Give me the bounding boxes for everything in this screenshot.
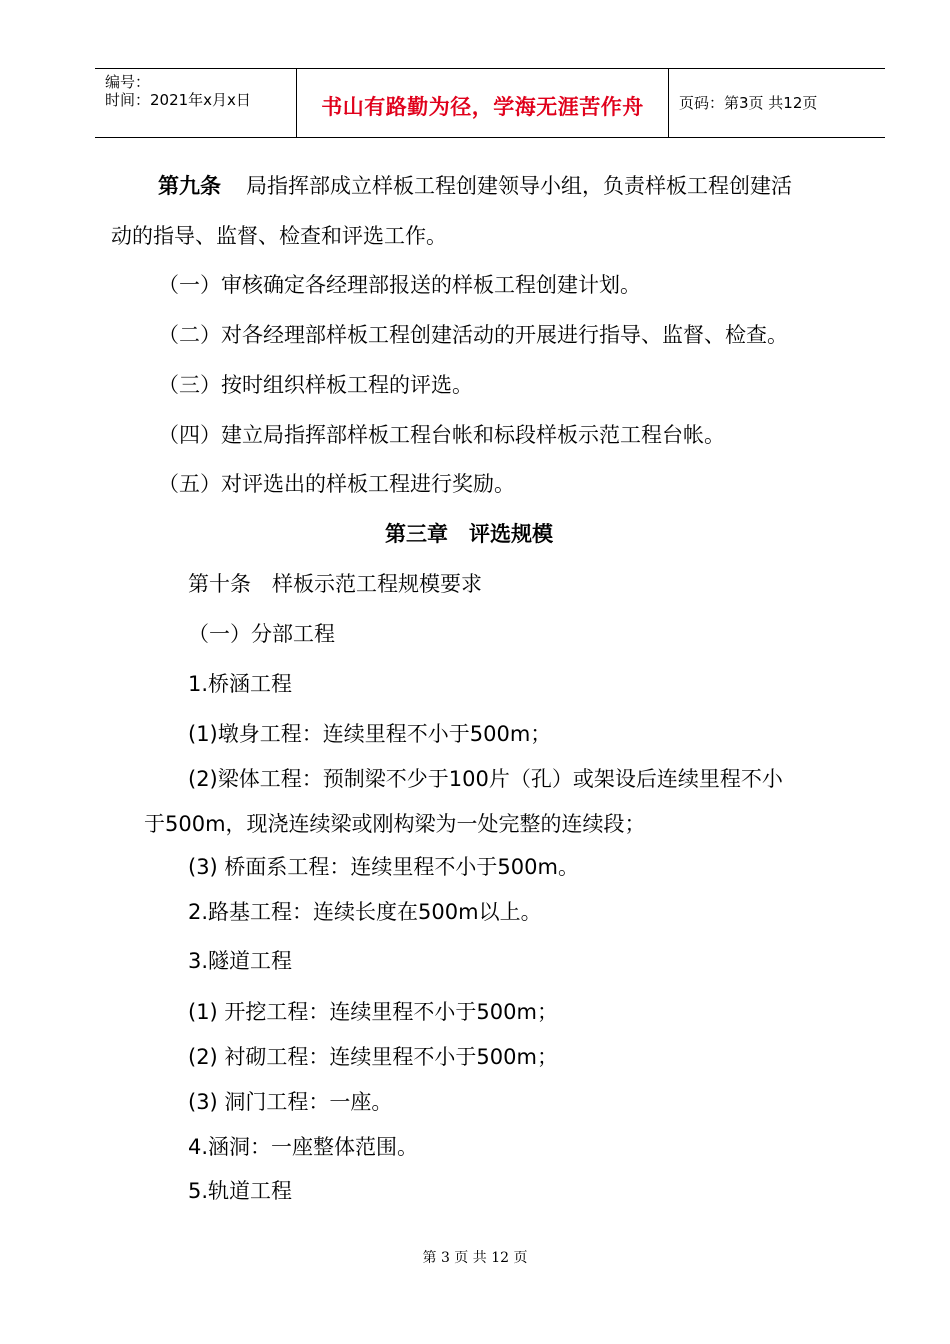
subsection-1-item-1: (1)墩身工程：连续里程不小于500m； xyxy=(188,722,552,746)
chapter-heading: 第三章 评选规模 xyxy=(385,522,553,546)
subsection-3-item-2: (2) 衬砌工程：连续里程不小于500m； xyxy=(188,1045,558,1069)
subsection-1-item-2-line2: 于500m，现浇连续梁或刚构梁为一处完整的连续段； xyxy=(144,812,646,836)
article10-title: 第十条 样板示范工程规模要求 xyxy=(188,572,482,596)
item-5: （五）对评选出的样板工程进行奖励。 xyxy=(158,472,515,496)
subsection-3: 3.隧道工程 xyxy=(188,949,293,973)
subsection-1-item-3: (3) 桥面系工程：连续里程不小于500m。 xyxy=(188,855,579,879)
article9-title: 第九条 xyxy=(158,174,221,198)
page-footer: 第 3 页 共 12 页 xyxy=(422,1250,528,1266)
subsection-4: 4.涵洞：一座整体范围。 xyxy=(188,1135,419,1159)
header-motto-cell xyxy=(297,69,669,137)
article9-text-line1: 局指挥部成立样板工程创建领导小组，负责样板工程创建活 xyxy=(246,174,792,198)
motto: 书山有路勤为径，学海无涯苦作舟 xyxy=(321,95,644,119)
page-label: 页码：第3页 共12页 xyxy=(679,94,818,112)
time-label: 时间：2021年x月x日 xyxy=(105,91,251,109)
subsection-1-item-2-line1: (2)梁体工程：预制梁不少于100片（孔）或架设后连续里程不小 xyxy=(188,767,783,791)
subsection-2: 2.路基工程：连续长度在500m以上。 xyxy=(188,900,542,924)
number-label: 编号： xyxy=(105,73,151,91)
page-header xyxy=(95,68,885,138)
subsection-3-item-3: (3) 洞门工程：一座。 xyxy=(188,1090,393,1114)
article9-text-line2: 动的指导、监督、检查和评选工作。 xyxy=(111,224,447,248)
item-2: （二）对各经理部样板工程创建活动的开展进行指导、监督、检查。 xyxy=(158,323,788,347)
section-1: （一）分部工程 xyxy=(188,622,335,646)
item-3: （三）按时组织样板工程的评选。 xyxy=(158,373,473,397)
subsection-5: 5.轨道工程 xyxy=(188,1179,293,1203)
item-4: （四）建立局指挥部样板工程台帐和标段样板示范工程台帐。 xyxy=(158,423,725,447)
header-page-cell xyxy=(669,69,885,137)
subsection-1: 1.桥涵工程 xyxy=(188,672,293,696)
header-meta-cell xyxy=(95,69,297,137)
subsection-3-item-1: (1) 开挖工程：连续里程不小于500m； xyxy=(188,1000,558,1024)
item-1: （一）审核确定各经理部报送的样板工程创建计划。 xyxy=(158,273,641,297)
